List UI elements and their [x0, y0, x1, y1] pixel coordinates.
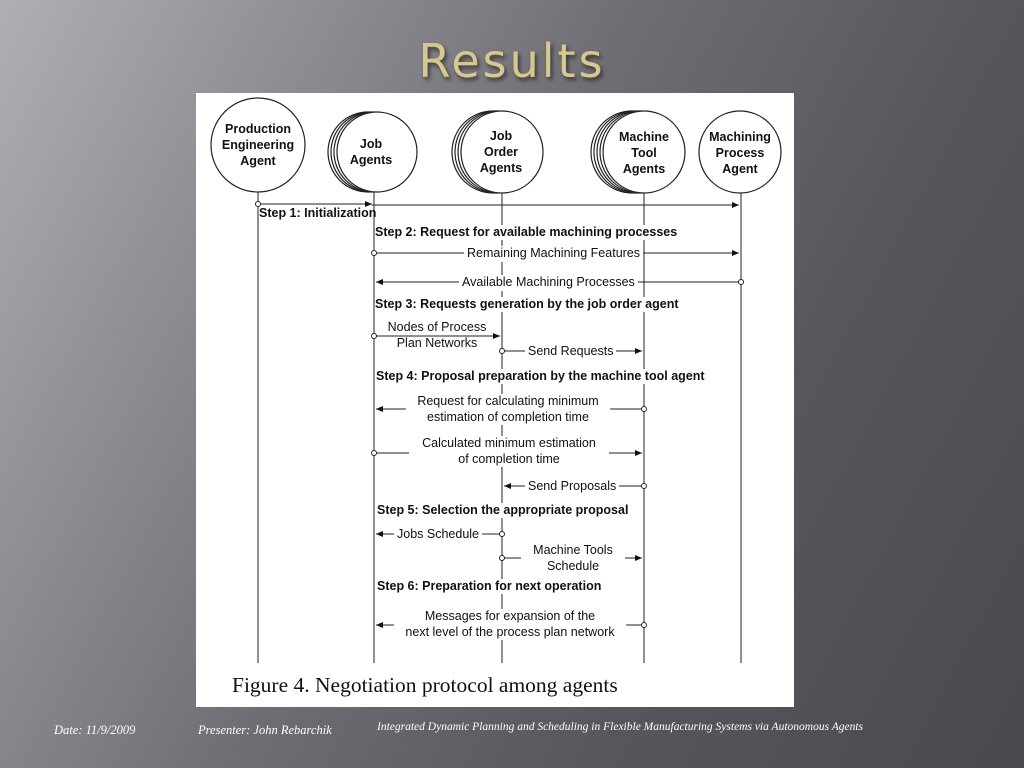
- sequence-diagram-figure: [196, 93, 794, 707]
- actor-machining-process-label: Machining Process Agent: [709, 130, 771, 176]
- message-expansion: Messages for expansion of the next level of the process plan network: [394, 609, 626, 640]
- message-remaining-features: Remaining Machining Features: [464, 246, 643, 262]
- message-calculated-min-estimation: Calculated minimum estimation of completion time: [409, 436, 609, 467]
- actor-job-agents-label: Job Agents: [349, 137, 393, 167]
- step-2-label: Step 2: Request for available machining processes: [375, 225, 678, 239]
- message-jobs-schedule: Jobs Schedule: [394, 527, 482, 543]
- figure-caption: Figure 4. Negotiation protocol among agents: [232, 673, 618, 697]
- message-nodes-of-process: Nodes of Process Plan Networks: [387, 320, 487, 350]
- message-machine-tools-schedule: Machine Tools Schedule: [521, 543, 625, 574]
- footer-presenter: Presenter: John Rebarchik: [198, 723, 332, 737]
- step-6-label: Step 6: Preparation for next operation: [377, 579, 602, 593]
- step-5-label: Step 5: Selection the appropriate proposal: [377, 503, 629, 517]
- footer-paper-title: Integrated Dynamic Planning and Scheduling in Flexible Manufacturing Systems via Autonomous Agents: [377, 721, 864, 733]
- actor-production-engineering-label: Production Engineering Agent: [221, 122, 295, 168]
- footer-date: Date: 11/9/2009: [54, 723, 136, 737]
- actor-job-order-agents-label: Job Order Agents: [479, 129, 523, 175]
- message-request-min-estimation: Request for calculating minimum estimation of completion time: [406, 394, 610, 425]
- step-3-label: Step 3: Requests generation by the job order agent: [375, 297, 679, 311]
- slide-title: Results: [418, 34, 606, 88]
- actor-machine-tool-agents-label: Machine Tool Agents: [618, 130, 669, 176]
- message-available-processes: Available Machining Processes: [459, 275, 638, 291]
- message-send-requests: Send Requests: [525, 344, 616, 360]
- step-4-label: Step 4: Proposal preparation by the machine tool agent: [376, 369, 705, 383]
- step-1-label: Step 1: Initialization: [259, 206, 377, 220]
- message-send-proposals: Send Proposals: [525, 479, 619, 495]
